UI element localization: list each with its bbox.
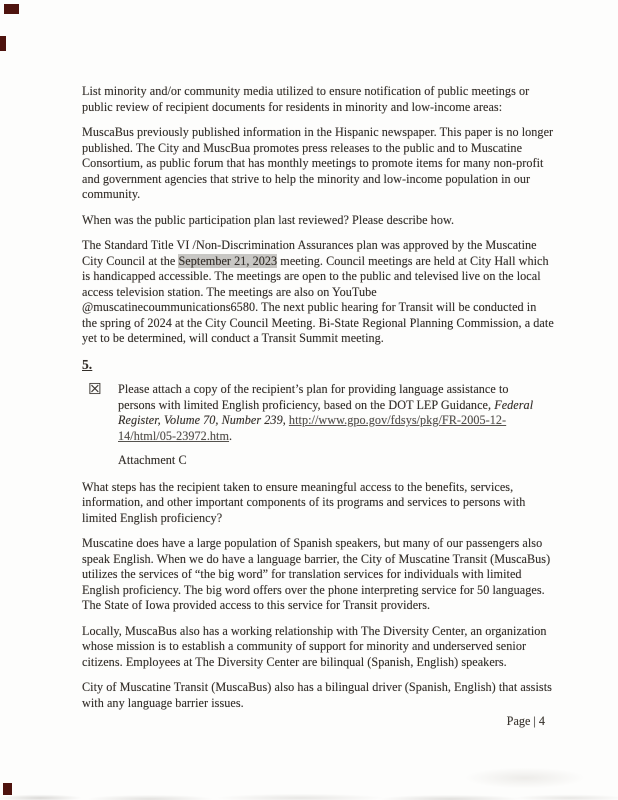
question-lep-access: What steps has the recipient taken to ensure meaningful access to the benefits, services, information, and other important components of its programs and services to persons with limited English proficiency?	[82, 479, 526, 525]
answer-lep-translation-services: Muscatine does have a large population of Spanish speakers, but many of our passengers also speak English. When we do have a language barrier, the City of Muscatine Transit (MuscaBus) utilizes the services of “the big word” for translation services for individuals with limited English proficiency. The big word offers over the phone interpreting service for 50 languages. The State of Iowa provided access to this service for Transit providers.	[82, 536, 551, 612]
answer-plan-review-pre: The Standard Title VI /Non-Discrimination Assurances plan was approved by the Muscatine City Council at the	[82, 238, 537, 268]
highlighted-approval-date: September 21, 2023	[178, 253, 278, 268]
page-number-footer: Page | 4	[506, 714, 545, 728]
document-body	[82, 84, 554, 721]
answer-minority-media: MuscaBus previously published information in the Hispanic newspaper. This paper is no longer published. The City and MuscBua promotes press releases to the public and to Muscatine Consortium, as public forum that has monthly meetings to promote items for many non-profit and government agencies that strive to help the minority and low-income population in our community.	[82, 125, 554, 201]
scan-smudge-bottom-right	[440, 758, 610, 792]
answer-plan-review-post: meeting. Council meetings are held at City Hall which is handicapped accessible. The meetings are open to the public and televised live on the local access television station. The meetings are also on YouTube @muscatinecoummunications6580. The next public hearing for Transit will be conducted in the spring of 2024 at the City Council Meeting. Bi-State Regional Planning Commission, a date yet to be determined, will conduct a Transit Summit meeting.	[82, 253, 554, 345]
gpo-guidance-link[interactable]: http://www.gpo.gov/fdsys/pkg/FR-2005-12-14/html/05-23972.htm	[118, 413, 507, 443]
citation-separator: ,	[282, 413, 289, 427]
lep-plan-item-post: .	[229, 428, 233, 443]
attachment-c-label: Attachment C	[118, 453, 187, 467]
lep-plan-checklist-item	[88, 382, 548, 444]
question-plan-review: When was the public participation plan last reviewed? Please describe how.	[82, 212, 455, 227]
answer-lep-bilingual-driver: City of Muscatine Transit (MuscaBus) also has a bilingual driver (Spanish, English) that assists with any language barrier issues.	[82, 680, 552, 710]
federal-register-citation: Federal Register, Volume 70, Number 239	[118, 397, 534, 427]
scan-artifact-top-left	[4, 4, 19, 14]
answer-lep-diversity-center: Locally, MuscaBus also has a working relationship with The Diversity Center, an organization whose mission is to establish a community of support for minority and underserved senior citizens. Employees at The Diversity Center are bilinqual (Spanish, English) speakers.	[82, 623, 547, 669]
question-minority-media: List minority and/or community media utilized to ensure notification of public meetings or public review of recipient documents for residents in minority and low-income areas:	[82, 84, 530, 114]
checkbox-cell	[88, 382, 118, 399]
lep-plan-item-pre: Please attach a copy of the recipient’s plan for providing language assistance to persons with limited English proficiency, based on the DOT LEP Guidance,	[118, 382, 509, 412]
scan-artifact-left-edge	[0, 36, 6, 51]
section-heading-5: 5.	[82, 356, 93, 372]
lep-plan-item-text	[118, 382, 548, 444]
checkbox-checked-icon: ☒	[88, 380, 102, 398]
answer-plan-review	[82, 238, 554, 347]
